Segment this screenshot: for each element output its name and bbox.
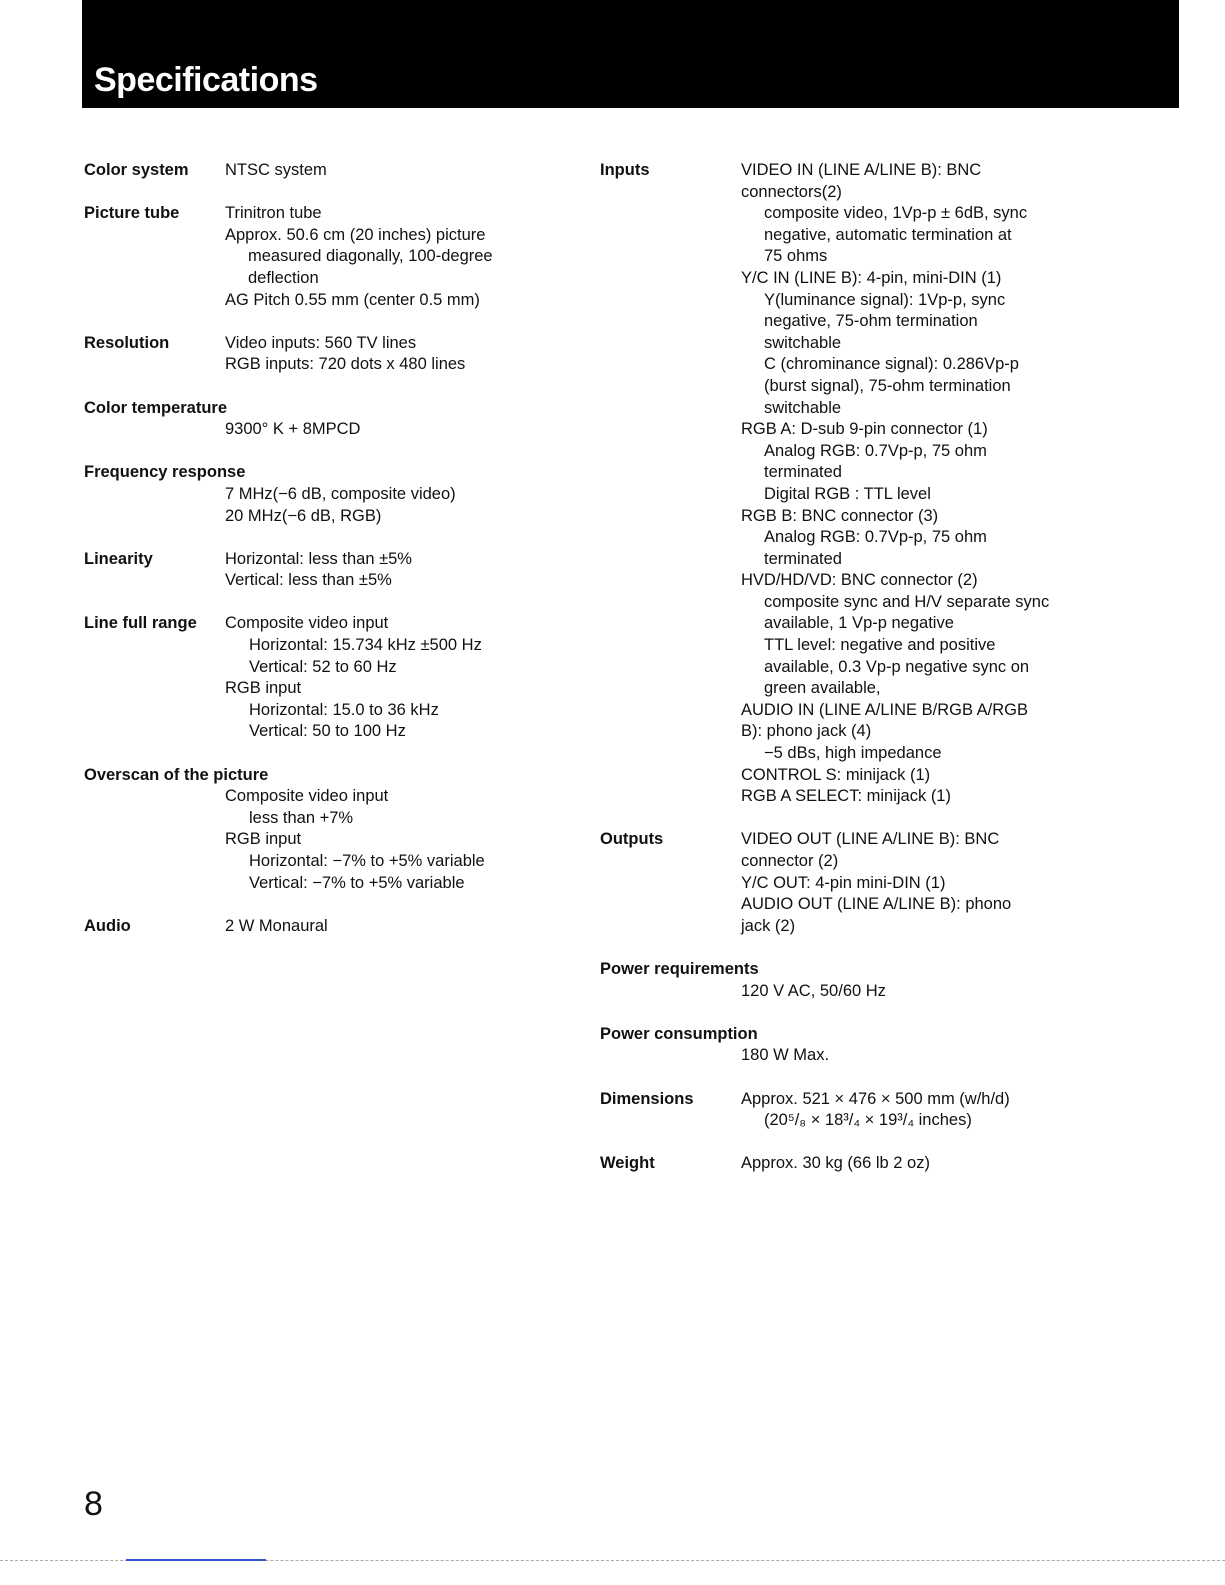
spec-value: Y(luminance signal): 1Vp-p, sync [764, 290, 1006, 309]
spec-value: Trinitron tube [225, 204, 322, 223]
spec-label: Inputs [600, 161, 650, 179]
spec-value: negative, 75-ohm termination [764, 312, 978, 331]
spec-value: Horizontal: 15.0 to 36 kHz [249, 700, 439, 719]
spec-linearity [84, 549, 564, 592]
spec-value: Horizontal: 15.734 kHz ±500 Hz [249, 636, 482, 655]
spec-value: green available, [764, 679, 881, 698]
spec-label: Linearity [84, 549, 153, 568]
spec-resolution [84, 333, 564, 376]
spec-label: Power consumption [600, 1024, 758, 1043]
spec-inputs [600, 160, 1140, 808]
spec-value: VIDEO OUT (LINE A/LINE B): BNC [741, 830, 1000, 849]
spec-outputs [600, 829, 1140, 937]
spec-value: RGB A SELECT: minijack (1) [741, 787, 951, 806]
spec-value: (burst signal), 75-ohm termination [764, 376, 1011, 395]
spec-color-system [84, 160, 564, 182]
spec-line-full-range [84, 613, 564, 743]
spec-label: Line full range [84, 614, 197, 633]
spec-value: RGB A: D-sub 9-pin connector (1) [741, 420, 988, 439]
spec-label: Resolution [84, 333, 170, 352]
spec-label: Dimensions [600, 1089, 694, 1108]
page-title: Specifications [94, 61, 318, 99]
spec-value: Composite video input [225, 787, 389, 806]
spec-label: Power requirements [600, 959, 759, 978]
spec-value: measured diagonally, 100-degree [248, 247, 493, 266]
spec-value: Approx. 521 × 476 × 500 mm (w/h/d) [741, 1089, 1010, 1108]
spec-value: CONTROL S: minijack (1) [741, 765, 931, 784]
spec-value: Video inputs: 560 TV lines [225, 333, 417, 352]
spec-value: 7 MHz(−6 dB, composite video) [225, 484, 456, 503]
spec-value: 2 W Monaural [225, 916, 328, 935]
spec-value: TTL level: negative and positive [764, 636, 996, 655]
spec-value: AUDIO IN (LINE A/LINE B/RGB A/RGB [741, 700, 1028, 719]
spec-value: less than +7% [249, 808, 354, 827]
spec-value: switchable [764, 398, 842, 417]
spec-value: terminated [764, 463, 842, 482]
footer-accent-line [126, 1559, 266, 1561]
spec-power-requirements [600, 959, 1140, 1002]
spec-value: 9300° K + 8MPCD [225, 420, 361, 439]
spec-frequency-response [84, 462, 564, 527]
spec-value: Approx. 50.6 cm (20 inches) picture [225, 225, 486, 244]
spec-value: Vertical: −7% to +5% variable [249, 873, 465, 892]
spec-value: Horizontal: less than ±5% [225, 549, 412, 568]
spec-value: Vertical: 50 to 100 Hz [249, 722, 406, 741]
spec-label: Overscan of the picture [84, 765, 269, 784]
spec-value: Approx. 30 kg (66 lb 2 oz) [741, 1154, 930, 1173]
spec-value: switchable [764, 333, 842, 352]
spec-value: AUDIO OUT (LINE A/LINE B): phono [741, 895, 1012, 914]
header-bar [82, 0, 1179, 108]
spec-picture-tube [84, 203, 564, 311]
spec-value: connectors(2) [741, 182, 842, 201]
spec-value: 180 W Max. [741, 1046, 830, 1065]
spec-value: Vertical: 52 to 60 Hz [249, 657, 397, 676]
spec-value: connector (2) [741, 852, 839, 870]
spec-value: −5 dBs, high impedance [764, 744, 942, 763]
spec-value: composite video, 1Vp-p ± 6dB, sync [764, 204, 1028, 223]
spec-audio [84, 916, 564, 938]
spec-value: terminated [764, 549, 842, 568]
spec-value: Y/C IN (LINE B): 4-pin, mini-DIN (1) [741, 268, 1002, 287]
spec-label: Audio [84, 916, 131, 935]
spec-power-consumption [600, 1024, 1140, 1067]
spec-label: Color system [84, 161, 189, 179]
spec-value: Digital RGB : TTL level [764, 484, 931, 503]
spec-label: Frequency response [84, 463, 246, 482]
right-column [600, 160, 1140, 1175]
spec-label: Weight [600, 1154, 655, 1173]
spec-label: Picture tube [84, 204, 180, 223]
spec-value: Y/C OUT: 4-pin mini-DIN (1) [741, 873, 946, 892]
spec-value: 75 ohms [764, 247, 828, 266]
spec-label: Outputs [600, 830, 664, 849]
spec-value: 120 V AC, 50/60 Hz [741, 981, 886, 1000]
page-number: 8 [84, 1485, 103, 1523]
spec-value: deflection [248, 268, 319, 287]
spec-value: RGB inputs: 720 dots x 480 lines [225, 355, 466, 374]
spec-value: 20 MHz(−6 dB, RGB) [225, 506, 382, 525]
spec-dimensions [600, 1089, 1140, 1132]
spec-value: AG Pitch 0.55 mm (center 0.5 mm) [225, 290, 480, 309]
spec-value: RGB B: BNC connector (3) [741, 506, 939, 525]
spec-value: Analog RGB: 0.7Vp-p, 75 ohm [764, 528, 987, 547]
spec-value: composite sync and H/V separate sync [764, 592, 1050, 611]
spec-value: negative, automatic termination at [764, 225, 1012, 244]
spec-label: Color temperature [84, 398, 228, 417]
spec-weight [600, 1153, 1140, 1175]
spec-value: VIDEO IN (LINE A/LINE B): BNC [741, 161, 982, 179]
spec-value: NTSC system [225, 161, 327, 179]
spec-value: Vertical: less than ±5% [225, 571, 392, 590]
spec-value: HVD/HD/VD: BNC connector (2) [741, 571, 978, 590]
spec-color-temperature [84, 398, 564, 441]
spec-value: Composite video input [225, 614, 389, 633]
spec-value: B): phono jack (4) [741, 722, 872, 741]
spec-value: available, 1 Vp-p negative [764, 614, 954, 633]
spec-value: C (chrominance signal): 0.286Vp-p [764, 355, 1019, 374]
spec-value: RGB input [225, 679, 302, 698]
spec-value: jack (2) [741, 916, 796, 935]
left-column [84, 160, 564, 937]
spec-value: RGB input [225, 830, 302, 849]
spec-value: Horizontal: −7% to +5% variable [249, 852, 485, 870]
spec-overscan [84, 765, 564, 895]
spec-value: Analog RGB: 0.7Vp-p, 75 ohm [764, 441, 987, 460]
spec-value: (20⁵/₈ × 18³/₄ × 19³/₄ inches) [764, 1111, 972, 1130]
spec-value: available, 0.3 Vp-p negative sync on [764, 657, 1030, 676]
